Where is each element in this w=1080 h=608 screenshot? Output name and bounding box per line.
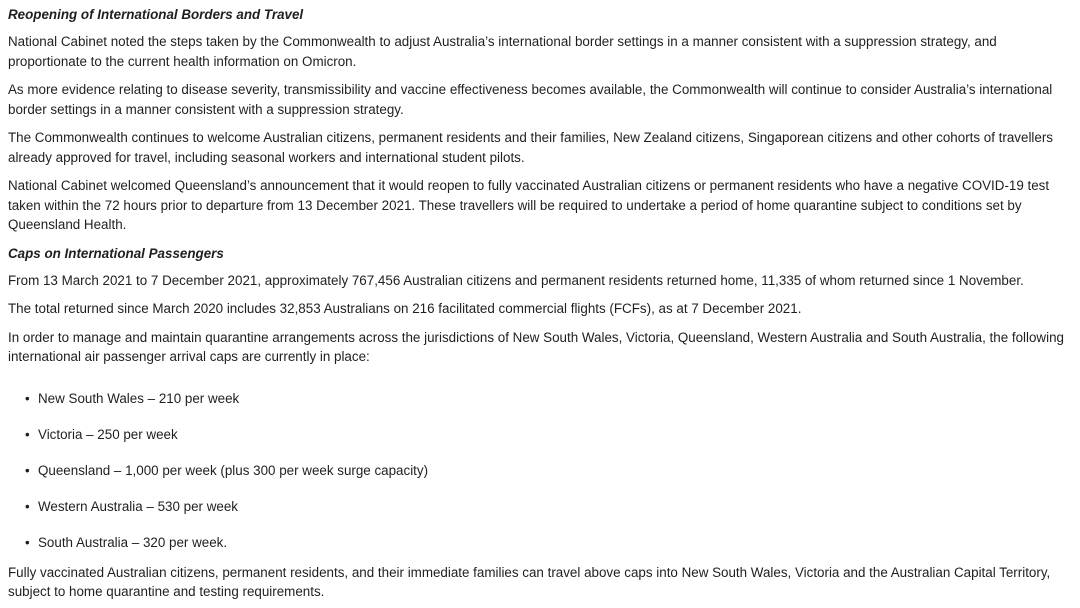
paragraph-border-settings: National Cabinet noted the steps taken by the Commonwealth to adjust Australia’s international border settings in a manner consistent with a suppression strategy, and proportionate to the current health information on Omicron. [8, 34, 997, 69]
caps-list [8, 389, 1072, 552]
section-heading-borders: Reopening of International Borders and Travel [8, 7, 304, 22]
list-item-victoria [8, 425, 1072, 444]
paragraph-queensland-reopen: National Cabinet welcomed Queensland’s announcement that it would reopen to fully vaccinated Australian citizens or permanent residents who have a negative COVID-19 test taken within the 72 hours prior to departure from 13 December 2021. These travellers will be required to undertake a period of home quarantine subject to conditions set by Queensland Health. [8, 178, 1050, 232]
paragraph-caps-intro: In order to manage and maintain quarantine arrangements across the jurisdictions of New South Wales, Victoria, Queensland, Western Australia and South Australia, the following international air passenger arrival caps are currently in place: [8, 329, 1064, 364]
list-item-text: Western Australia – 530 per week [38, 498, 238, 514]
list-item-western-australia [8, 497, 1072, 516]
list-item-queensland [8, 461, 1072, 480]
list-item-nsw [8, 389, 1072, 408]
list-item-text: Victoria – 250 per week [38, 426, 178, 442]
paragraph-total-returned: The total returned since March 2020 includes 32,853 Australians on 216 facilitated commercial flights (FCFs), as at 7 December 2021. [8, 301, 802, 316]
bullet-icon: • [25, 426, 30, 442]
list-item-text: South Australia – 320 per week. [38, 534, 228, 550]
list-item-text: New South Wales – 210 per week [38, 390, 240, 406]
paragraph-returned-home: From 13 March 2021 to 7 December 2021, approximately 767,456 Australian citizens and permanent residents returned home, 11,335 of whom returned since 1 November. [8, 272, 1024, 288]
paragraph-evidence: As more evidence relating to disease severity, transmissibility and vaccine effectiveness becomes available, the Commonwealth will continue to consider Australia’s international border settings in a manner consistent with a suppression strategy. [8, 82, 1053, 117]
bullet-icon: • [25, 498, 30, 514]
bullet-icon: • [25, 390, 30, 406]
section-heading-caps: Caps on International Passengers [8, 245, 224, 261]
bullet-icon: • [25, 534, 30, 550]
paragraph-welcome-travellers: The Commonwealth continues to welcome Australian citizens, permanent residents and their families, New Zealand citizens, Singaporean citizens and other cohorts of travellers already approved for travel, including seasonal workers and international student pilots. [8, 130, 1053, 165]
list-item-text: Queensland – 1,000 per week (plus 300 per week surge capacity) [38, 462, 429, 478]
list-item-south-australia [8, 533, 1072, 552]
bullet-icon: • [25, 462, 30, 478]
paragraph-above-caps: Fully vaccinated Australian citizens, permanent residents, and their immediate families can travel above caps into New South Wales, Victoria and the Australian Capital Territory, subject to home quarantine and testing requirements. [8, 564, 1051, 599]
